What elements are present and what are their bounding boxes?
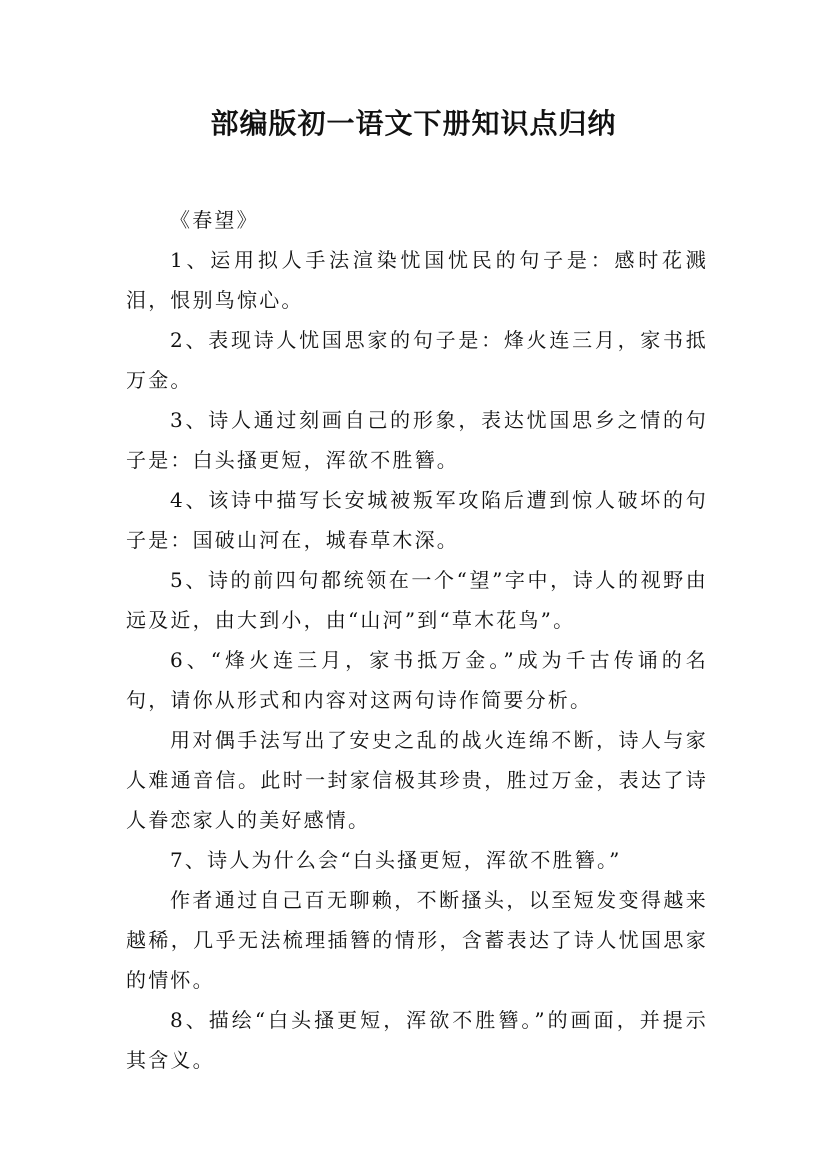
paragraph: 6、“烽火连三月，家书抵万金。”成为千古传诵的名句，请你从形式和内容对这两句诗作简要分析。 — [126, 648, 708, 712]
paragraph: 5、诗的前四句都统领在一个“望”字中，诗人的视野由远及近，由大到小，由“山河”到“草木花鸟”。 — [126, 568, 708, 632]
paragraph: 3、诗人通过刻画自己的形象，表达忧国思乡之情的句子是：白头搔更短，浑欲不胜簪。 — [126, 408, 708, 472]
document-body — [126, 200, 708, 1080]
poem-title: 《春望》 — [170, 208, 259, 232]
page-title: 部编版初一语文下册知识点归纳 — [210, 107, 617, 140]
paragraph: 1、运用拟人手法渲染忧国忧民的句子是：感时花溅泪，恨别鸟惊心。 — [126, 248, 708, 312]
paragraph: 作者通过自己百无聊赖，不断搔头，以至短发变得越来越稀，几乎无法梳理插簪的情形，含蓄表达了诗人忧国思家的情怀。 — [126, 888, 708, 992]
paragraph: 4、该诗中描写长安城被叛军攻陷后遭到惊人破坏的句子是：国破山河在，城春草木深。 — [126, 488, 708, 552]
paragraph: 7、诗人为什么会“白头搔更短，浑欲不胜簪。” — [170, 848, 622, 872]
paragraph: 2、表现诗人忧国思家的句子是：烽火连三月，家书抵万金。 — [126, 328, 708, 392]
paragraph: 用对偶手法写出了安史之乱的战火连绵不断，诗人与家人难通音信。此时一封家信极其珍贵，胜过万金，表达了诗人眷恋家人的美好感情。 — [126, 728, 708, 832]
paragraph: 8、描绘“白头搔更短，浑欲不胜簪。”的画面，并提示其含义。 — [126, 1008, 708, 1072]
